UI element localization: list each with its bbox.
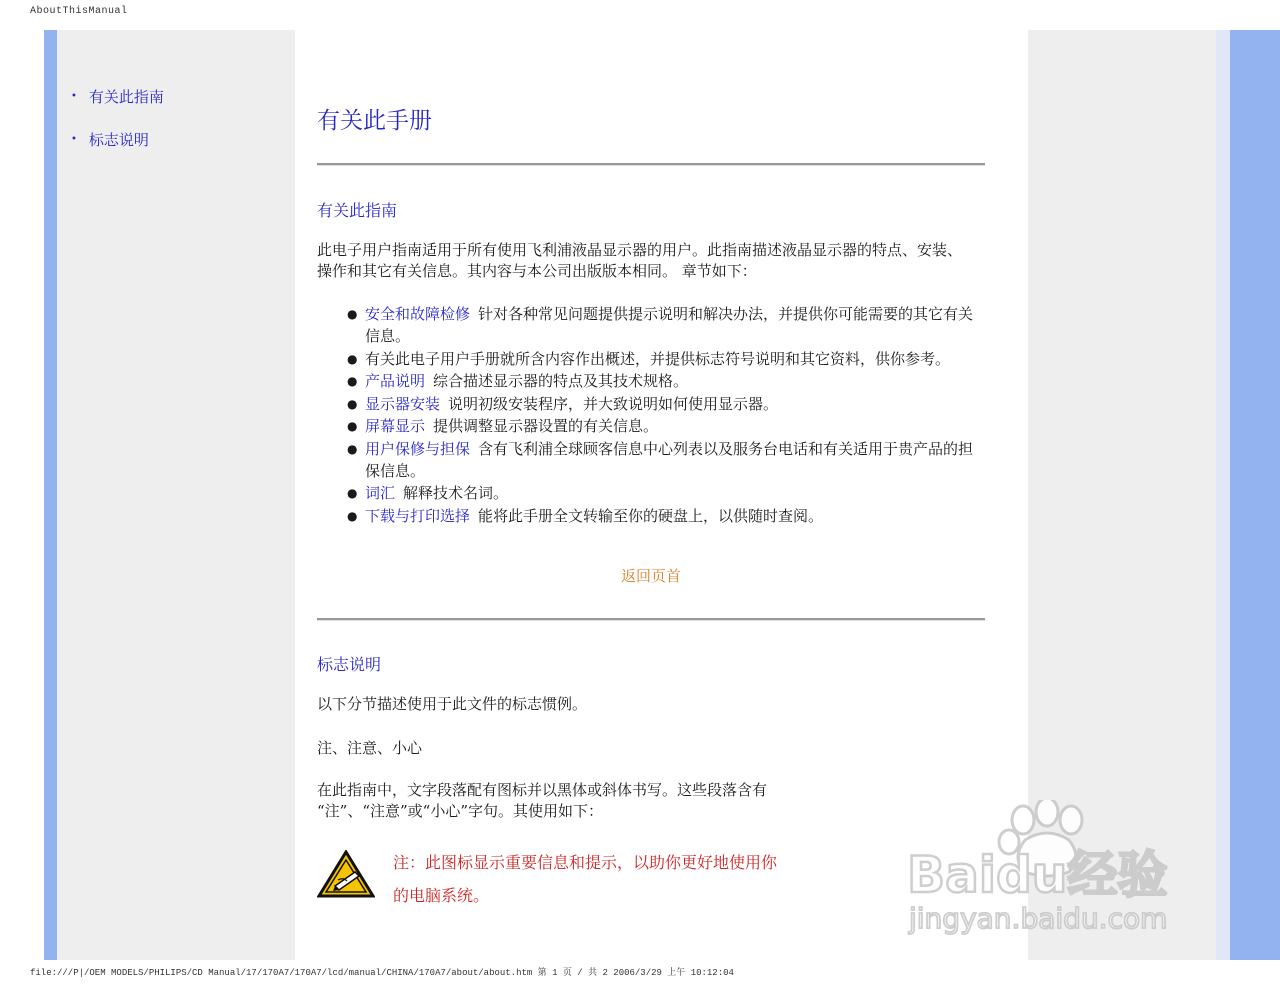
bullet-icon: •	[71, 91, 77, 102]
list-item-text: 说明初级安装程序，并大致说明如何使用显示器。	[448, 394, 779, 413]
note-line-2: 的电脑系统。	[393, 886, 490, 905]
bullet-icon: ●	[347, 508, 358, 523]
notation-subheading: 注、注意、小心	[317, 739, 423, 757]
note-text	[393, 846, 813, 912]
back-to-top	[317, 565, 985, 586]
link-product-info[interactable]: 产品说明	[365, 372, 426, 390]
list-item	[345, 370, 985, 392]
list-item	[345, 505, 985, 527]
link-osd[interactable]: 屏幕显示	[365, 417, 426, 435]
bullet-icon: ●	[347, 307, 358, 321]
sidebar-item-notation	[71, 129, 164, 150]
link-download[interactable]: 下载与打印选择	[365, 506, 471, 525]
sidebar-link-about-guide[interactable]: 有关此指南	[88, 88, 164, 106]
link-install[interactable]: 显示器安装	[365, 394, 441, 413]
left-accent-bar	[44, 30, 57, 960]
bullet-icon: •	[71, 134, 77, 145]
sidebar-link-notation[interactable]: 标志说明	[88, 131, 149, 149]
sidebar-item-about-guide	[71, 86, 164, 107]
link-glossary[interactable]: 词汇	[365, 484, 396, 502]
note-line-1: 注：此图标显示重要信息和提示，以助你更好地使用你	[393, 853, 778, 872]
list-item-text: 综合描述显示器的特点及其技术规格。	[433, 372, 689, 390]
right-strip	[1216, 30, 1230, 960]
print-header-title: AboutThisManual	[30, 6, 128, 17]
list-item-text: 能将此手册全文转输至你的硬盘上，以供随时查阅。	[478, 506, 824, 525]
divider	[317, 618, 985, 621]
baidu-watermark-logo	[905, 800, 1205, 940]
note-warning-icon	[317, 850, 375, 898]
section-intro: 此电子用户指南适用于所有使用飞利浦液晶显示器的用户。此指南描述液晶显示器的特点、安装、操作和其它有关信息。其内容与本公司出版版本相同。 章节如下：	[317, 241, 963, 280]
watermark-url: jingyan.baidu.com	[909, 902, 1168, 935]
print-footer-path: file:///P|/OEM MODELS/PHILIPS/CD Manual/17/170A7/170A7/lcd/manual/CHINA/170A7/about/about.htm 第 1 页 / 共 2 2006/3/29 上午 10:12:04	[30, 968, 734, 978]
link-warranty[interactable]: 用户保修与担保	[365, 439, 471, 458]
bullet-icon: ●	[347, 351, 358, 366]
list-item-text: 针对各种常见问题提供提示说明和解决办法，并提供你可能需要的其它有关信息。	[365, 305, 974, 345]
list-item-text: 提供调整显示器设置的有关信息。	[433, 417, 659, 435]
right-accent-bar	[1230, 30, 1280, 960]
bullet-icon: ●	[347, 374, 358, 388]
list-item	[345, 393, 985, 415]
list-item	[345, 415, 985, 437]
chapter-list	[345, 303, 985, 527]
bullet-icon: ●	[347, 419, 358, 433]
section-title-about-guide: 有关此指南	[317, 201, 398, 220]
list-item-text: 含有飞利浦全球顾客信息中心列表以及服务台电话和有关适用于贵产品的担保信息。	[365, 439, 974, 480]
sidebar-nav	[57, 30, 295, 960]
notation-desc-line1: 在此指南中，文字段落配有图标并以黑体或斜体书写。这些段落含有	[317, 781, 768, 799]
watermark-brand: Baidu经验	[907, 846, 1168, 904]
notation-intro: 以下分节描述使用于此文件的标志惯例。	[317, 695, 588, 713]
section-title-notation: 标志说明	[317, 655, 382, 674]
back-to-top-link[interactable]: 返回页首	[620, 567, 681, 585]
list-item	[345, 303, 985, 347]
bullet-icon: ●	[347, 396, 358, 411]
list-item-text: 解释技术名词。	[403, 484, 509, 502]
list-item	[345, 438, 985, 482]
page-title: 有关此手册	[317, 108, 432, 134]
bullet-icon: ●	[347, 441, 358, 456]
notation-desc-line2: “注”、“注意”或“小心”字句。其使用如下：	[317, 802, 604, 820]
list-item	[345, 348, 985, 370]
list-item	[345, 482, 985, 504]
list-item-text: 有关此电子用户手册就所含内容作出概述，并提供标志符号说明和其它资料，供你参考。	[365, 349, 951, 368]
divider	[317, 163, 985, 166]
sidebar-list	[71, 86, 164, 172]
bullet-icon: ●	[347, 486, 358, 500]
link-safety[interactable]: 安全和故障检修	[365, 305, 471, 323]
